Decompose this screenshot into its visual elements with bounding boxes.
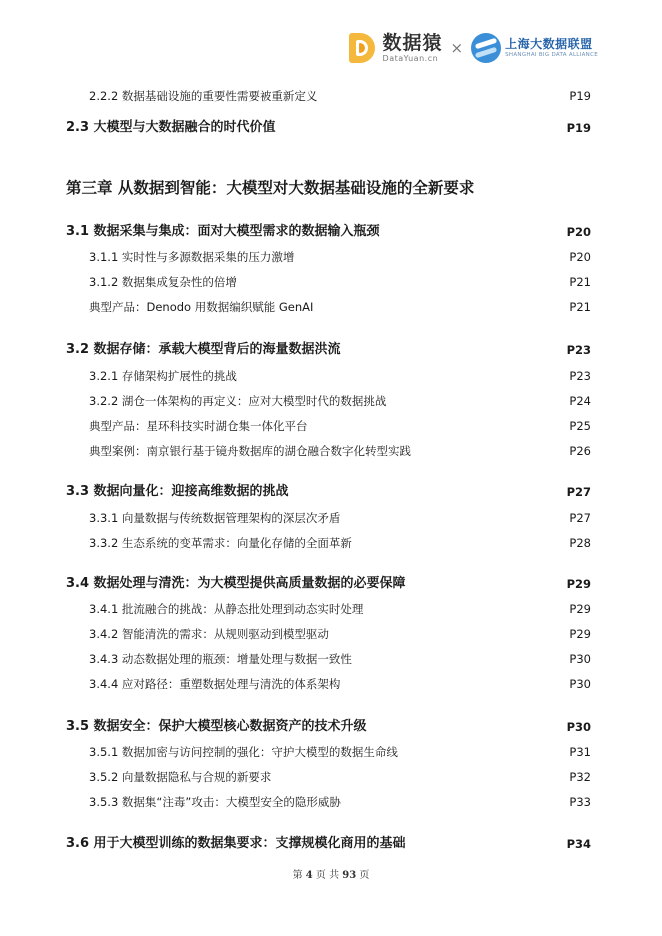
- footer-prefix: 第: [292, 870, 303, 881]
- toc-subsection-entry[interactable]: [0, 767, 662, 787]
- footer-middle: 页 共: [315, 870, 340, 881]
- toc-entry-page: P20: [569, 250, 591, 264]
- toc-entry-title: 3.6 用于大模型训练的数据集要求：支撑规模化商用的基础: [66, 836, 406, 851]
- toc-subsection-entry[interactable]: [0, 792, 662, 812]
- toc-entry-title: 3.1.2 数据集成复杂性的倍增: [89, 275, 237, 289]
- toc-entry-title: 3.2.2 湖仓一体架构的再定义：应对大模型时代的数据挑战: [89, 394, 387, 408]
- toc-entry-page: P19: [566, 121, 591, 135]
- toc-entry-title: 2.2.2 数据基础设施的重要性需要被重新定义: [89, 89, 318, 103]
- datayuan-name: 数据猿: [382, 31, 443, 54]
- toc-entry-title: 3.3.2 生态系统的变革需求：向量化存储的全面革新: [89, 536, 352, 550]
- toc-entry-title: 典型产品：星环科技实时湖仓集一体化平台: [89, 419, 308, 433]
- datayuan-url: DataYuan.cn: [382, 53, 439, 63]
- toc-subsection-entry[interactable]: [0, 416, 662, 436]
- toc-entry-title: 3.1.1 实时性与多源数据采集的压力激增: [89, 250, 295, 264]
- toc-entry-title: 3.5.3 数据集“注毒”攻击：大模型安全的隐形威胁: [89, 795, 341, 809]
- toc-subsection-entry[interactable]: [0, 649, 662, 669]
- toc-entry-page: P33: [569, 795, 591, 809]
- toc-entry-page: P21: [569, 300, 591, 314]
- toc-subsection-entry[interactable]: [0, 624, 662, 644]
- toc-section-entry[interactable]: [0, 717, 662, 737]
- footer-suffix: 页: [359, 870, 370, 881]
- toc-entry-page: P34: [566, 837, 591, 851]
- toc-subsection-entry[interactable]: [0, 391, 662, 411]
- times-icon: ×: [450, 39, 464, 57]
- toc-section-entry[interactable]: [0, 118, 662, 138]
- toc-entry-page: P32: [569, 770, 591, 784]
- toc-entry-page: P29: [569, 627, 591, 641]
- toc-entry-title: 3.4.4 应对路径：重塑数据处理与清洗的体系架构: [89, 677, 341, 691]
- toc-entry-page: P27: [566, 485, 591, 499]
- toc-entry-title: 3.3 数据向量化：迎接高维数据的挑战: [66, 484, 289, 499]
- toc-entry-title: 第三章 从数据到智能：大模型对大数据基础设施的全新要求: [66, 179, 475, 197]
- toc-entry-title: 3.4.1 批流融合的挑战：从静态批处理到动态实时处理: [89, 602, 364, 616]
- toc-entry-page: P26: [569, 444, 591, 458]
- toc-entry-title: 3.4.2 智能清洗的需求：从规则驱动到模型驱动: [89, 627, 329, 641]
- toc-entry-title: 3.5 数据安全：保护大模型核心数据资产的技术升级: [66, 719, 367, 734]
- toc-entry-title: 典型产品：Denodo 用数据编织赋能 GenAI: [89, 300, 314, 314]
- current-page-number: 4: [305, 870, 313, 881]
- toc-entry-page: P19: [569, 89, 591, 103]
- sbda-name: 上海大数据联盟: [505, 36, 593, 51]
- sbda-name-en: SHANGHAI BIG DATA ALLIANCE: [505, 51, 598, 58]
- toc-entry-page: P29: [569, 602, 591, 616]
- page-footer: [0, 866, 662, 881]
- toc-section-entry[interactable]: [0, 222, 662, 242]
- toc-subsection-entry[interactable]: [0, 366, 662, 386]
- toc-entry-page: P28: [569, 536, 591, 550]
- toc-entry-title: 3.4 数据处理与清洗：为大模型提供高质量数据的必要保障: [66, 576, 406, 591]
- toc-entry-page: P30: [569, 652, 591, 666]
- toc-chapter-heading[interactable]: [0, 178, 662, 198]
- toc-subsection-entry[interactable]: [0, 533, 662, 553]
- toc-entry-page: P23: [569, 369, 591, 383]
- toc-entry-page: P27: [569, 511, 591, 525]
- toc-entry-title: 3.2 数据存储：承载大模型背后的海量数据洪流: [66, 342, 341, 357]
- toc-entry-title: 3.5.2 向量数据隐私与合规的新要求: [89, 770, 272, 784]
- toc-entry-title: 2.3 大模型与大数据融合的时代价值: [66, 120, 276, 135]
- toc-entry-page: P29: [566, 577, 591, 591]
- toc-subsection-entry[interactable]: [0, 272, 662, 292]
- toc-section-entry[interactable]: [0, 340, 662, 360]
- toc-subsection-entry[interactable]: [0, 247, 662, 267]
- toc-subsection-entry[interactable]: [0, 742, 662, 762]
- toc-section-entry[interactable]: [0, 834, 662, 854]
- toc-entry-page: P25: [569, 419, 591, 433]
- toc-entry-page: P31: [569, 745, 591, 759]
- toc-entry-page: P23: [566, 343, 591, 357]
- toc-subsection-entry[interactable]: [0, 441, 662, 461]
- toc-entry-title: 典型案例：南京银行基于镜舟数据库的湖仓融合数字化转型实践: [89, 444, 411, 458]
- toc-entry-title: 3.5.1 数据加密与访问控制的强化：守护大模型的数据生命线: [89, 745, 398, 759]
- toc-entry-page: P24: [569, 394, 591, 408]
- toc-subsection-entry[interactable]: [0, 599, 662, 619]
- toc-subsection-entry[interactable]: [0, 508, 662, 528]
- toc-section-entry[interactable]: [0, 574, 662, 594]
- toc-subsection-entry[interactable]: [0, 86, 662, 106]
- toc-entry-page: P30: [569, 677, 591, 691]
- toc-entry-page: P21: [569, 275, 591, 289]
- toc-subsection-entry[interactable]: [0, 297, 662, 317]
- toc-entry-page: P20: [566, 225, 591, 239]
- total-page-number: 93: [342, 870, 357, 881]
- toc-entry-page: P30: [566, 720, 591, 734]
- toc-entry-title: 3.4.3 动态数据处理的瓶颈：增量处理与数据一致性: [89, 652, 352, 666]
- toc-section-entry[interactable]: [0, 482, 662, 502]
- toc-entry-title: 3.1 数据采集与集成：面对大模型需求的数据输入瓶颈: [66, 224, 380, 239]
- toc-entry-title: 3.2.1 存储架构扩展性的挑战: [89, 369, 237, 383]
- toc-entry-title: 3.3.1 向量数据与传统数据管理架构的深层次矛盾: [89, 511, 341, 525]
- toc-subsection-entry[interactable]: [0, 674, 662, 694]
